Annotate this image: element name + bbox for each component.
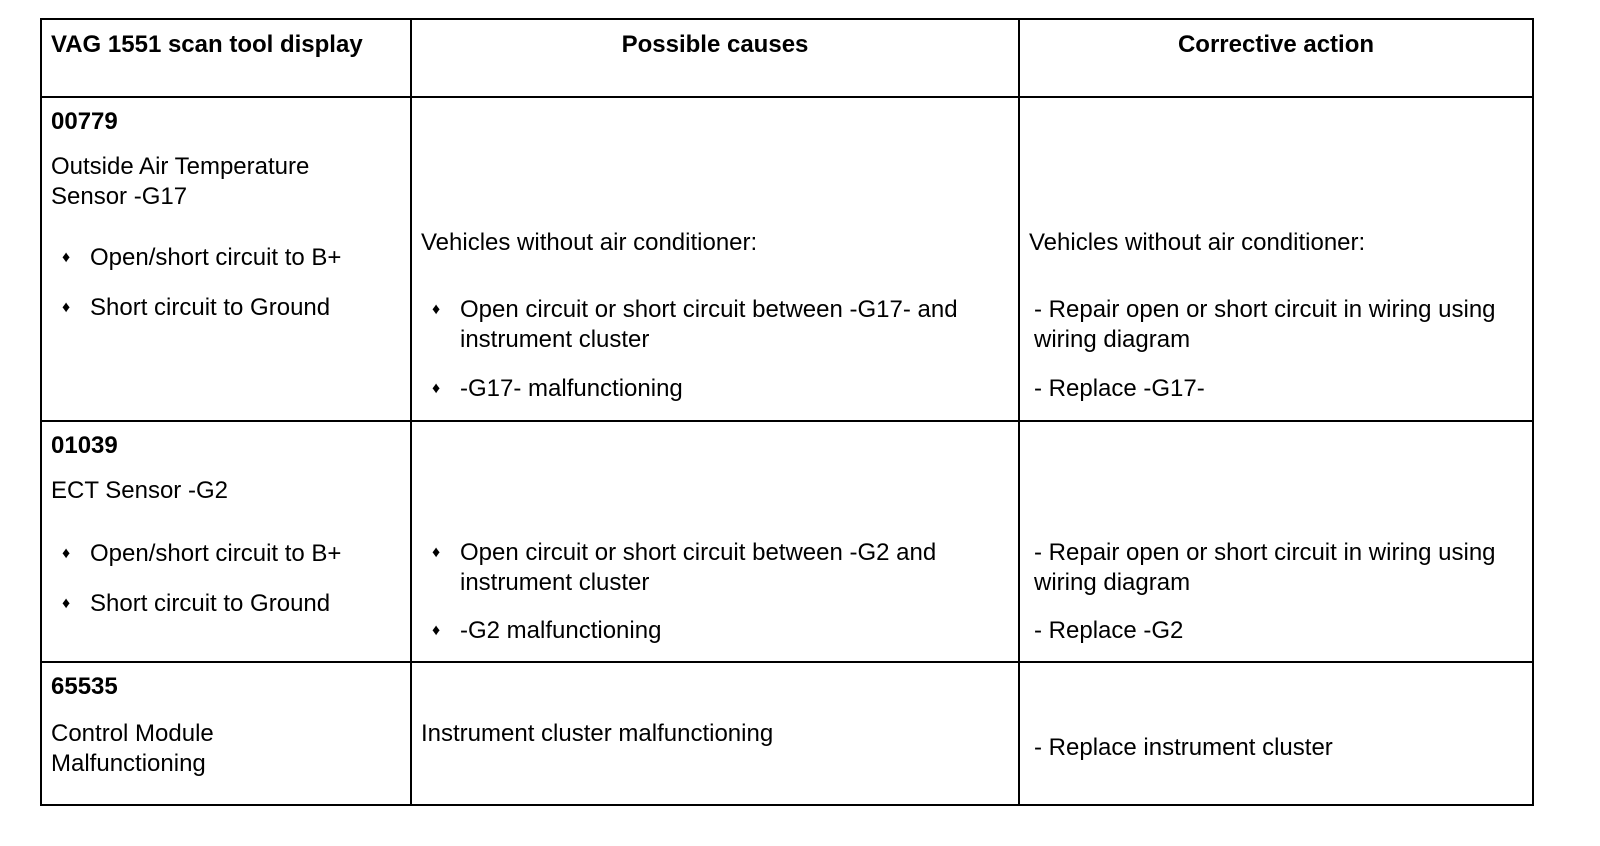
fault-code: 65535 (51, 672, 118, 700)
list-item (432, 374, 992, 404)
table-header-row (41, 19, 1533, 97)
header-possible-causes: Possible causes (621, 31, 809, 58)
component-name: Outside Air Temperature Sensor -G17 (51, 153, 310, 211)
causes-cell (411, 421, 1019, 662)
list-item (432, 295, 992, 355)
list-item (62, 293, 407, 323)
component-name: Control Module Malfunctioning (51, 719, 214, 777)
actions-heading: Vehicles without air conditioner: (1029, 229, 1366, 257)
header-cell-scan-tool-display (41, 19, 411, 97)
action-description: - Replace -G2 (1034, 617, 1184, 644)
diamond-bullet-icon: ♦ (62, 299, 71, 317)
diamond-bullet-icon: ♦ (432, 380, 441, 398)
list-item (432, 538, 992, 598)
cause-description: Instrument cluster malfunctioning (421, 719, 774, 747)
fault-description: Short circuit to Ground (90, 294, 331, 322)
list-item (62, 539, 407, 569)
list-item (432, 616, 992, 646)
cause-description: -G17- malfunctioning (460, 375, 683, 403)
causes-cell (411, 97, 1019, 421)
action-description: - Repair open or short circuit in wiring using wiring diagram (1034, 539, 1496, 596)
action-description: - Replace instrument cluster (1034, 733, 1333, 761)
actions-cell (1019, 421, 1533, 662)
diamond-bullet-icon: ♦ (432, 544, 441, 561)
diamond-bullet-icon: ♦ (62, 595, 71, 612)
list-item (62, 243, 407, 273)
display-cell (41, 662, 411, 805)
table-row (41, 421, 1533, 662)
display-cell (41, 97, 411, 421)
actions-cell (1019, 97, 1533, 421)
causes-cell (411, 662, 1019, 805)
cause-description: -G2 malfunctioning (460, 617, 662, 644)
header-corrective-action: Corrective action (1177, 31, 1375, 58)
fault-code: 00779 (51, 108, 118, 136)
header-scan-tool-display: VAG 1551 scan tool display (51, 31, 363, 58)
causes-heading: Vehicles without air conditioner: (421, 229, 758, 257)
cause-description: Open circuit or short circuit between -G2 and instrument cluster (460, 539, 937, 596)
table-row (41, 662, 1533, 805)
action-description: - Replace -G17- (1034, 375, 1205, 403)
component-name: ECT Sensor -G2 (51, 477, 228, 504)
diamond-bullet-icon: ♦ (432, 622, 441, 639)
header-cell-possible-causes (411, 19, 1019, 97)
action-description: - Repair open or short circuit in wiring using wiring diagram (1034, 296, 1496, 354)
actions-cell (1019, 662, 1533, 805)
display-cell (41, 421, 411, 662)
cause-description: Open circuit or short circuit between -G17- and instrument cluster (460, 296, 958, 354)
fault-code-table (40, 18, 1534, 806)
fault-description: Short circuit to Ground (90, 590, 331, 617)
fault-description: Open/short circuit to B+ (90, 540, 342, 567)
diamond-bullet-icon: ♦ (62, 249, 71, 267)
fault-code: 01039 (51, 432, 118, 459)
diamond-bullet-icon: ♦ (432, 301, 441, 319)
header-cell-corrective-action (1019, 19, 1533, 97)
fault-description: Open/short circuit to B+ (90, 244, 342, 272)
diamond-bullet-icon: ♦ (62, 545, 71, 562)
table-row (41, 97, 1533, 421)
list-item (62, 589, 407, 619)
